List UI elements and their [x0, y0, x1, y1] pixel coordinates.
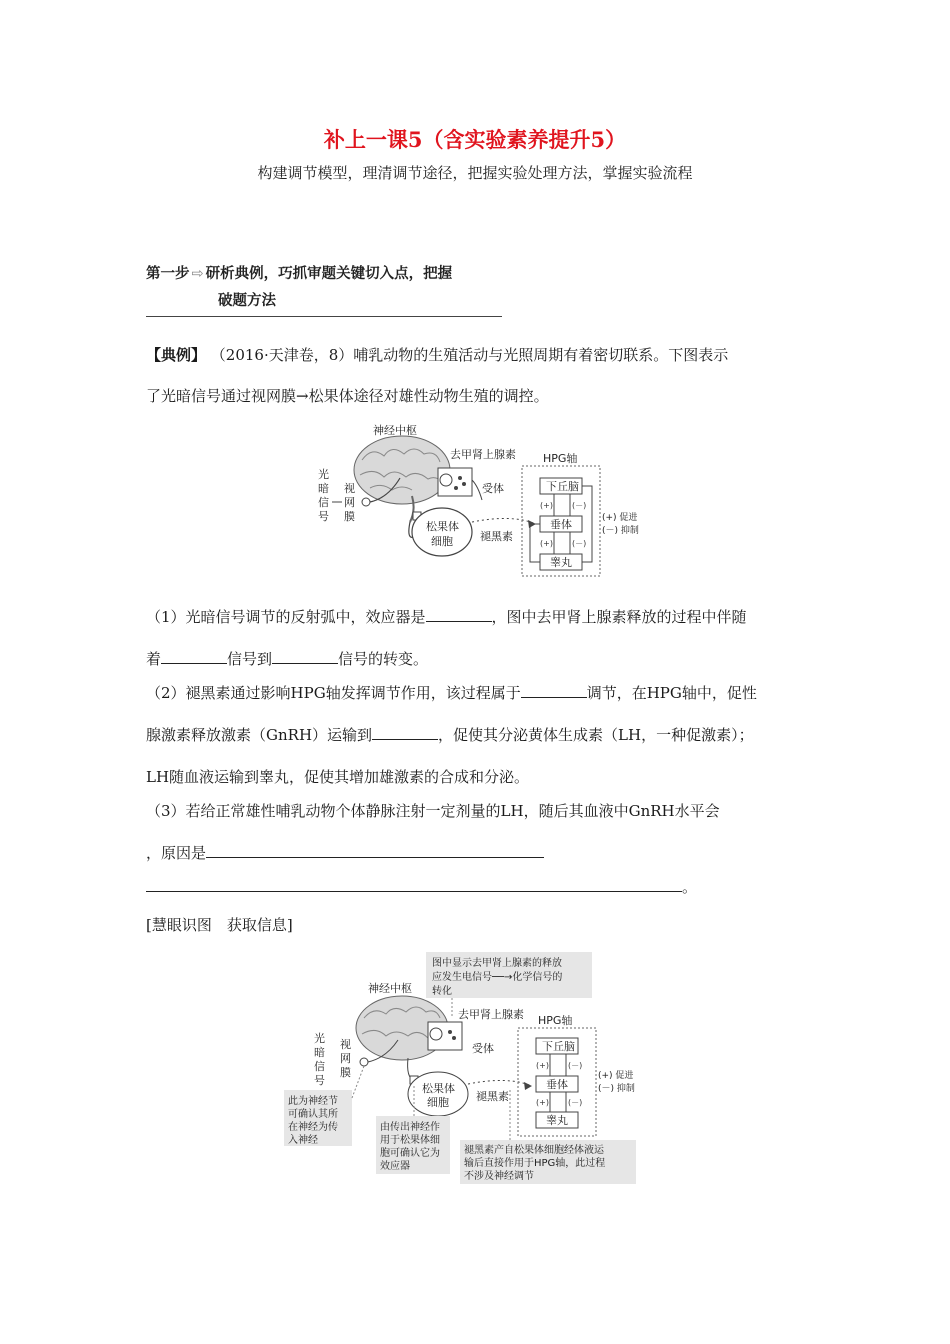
signal-label-4: 号 — [318, 510, 329, 523]
synapse-zoom-box — [438, 468, 472, 496]
signal-label-1: 光 — [318, 468, 329, 481]
hpg-axis-label: HPG轴 — [543, 452, 578, 465]
question-3-line-1: （3）若给正常雄性哺乳动物个体静脉注射一定剂量的LH，随后其血液中GnRH水平会 — [146, 802, 720, 820]
signal-label-2: 暗 — [318, 482, 329, 495]
q2-text-c: 腺激素释放激素（GnRH）运输到 — [146, 726, 373, 744]
annotated-plus-2: (+) — [536, 1098, 549, 1107]
step-divider — [146, 316, 502, 317]
organ-label-1: 下丘脑 — [546, 480, 579, 493]
q1-blank-2[interactable] — [161, 648, 227, 664]
annotation-left-1: 此为神经节 — [288, 1096, 338, 1107]
ganglion-icon — [362, 498, 370, 506]
annotated-hpg-label: HPG轴 — [538, 1014, 573, 1027]
annotation-left-2: 可确认其所 — [288, 1109, 338, 1120]
melatonin-path — [472, 518, 536, 524]
annotated-organ-1: 下丘脑 — [542, 1040, 575, 1053]
hollow-arrow-icon: ⇨ — [191, 266, 204, 282]
q2-text-d: ，促使其分泌黄体生成素（LH，一种促激素）； — [438, 726, 754, 744]
retina-label-3: 膜 — [344, 510, 355, 523]
q3-text-b: ，原因是 — [146, 844, 207, 862]
annotation-middle-4: 效应器 — [380, 1161, 410, 1172]
q1-blank-1[interactable] — [426, 606, 492, 622]
insight-heading: [慧眼识图 获取信息] — [146, 916, 293, 934]
receptor-label: 受体 — [482, 482, 504, 495]
organ-label-3: 睾丸 — [550, 556, 572, 569]
question-1-line-2 — [146, 648, 806, 670]
q3-text-c: 。 — [682, 878, 698, 896]
question-2-line-2 — [146, 724, 806, 746]
annotated-brain-label: 神经中枢 — [368, 982, 412, 995]
annotation-top-1: 图中显示去甲肾上腺素的释放 — [432, 958, 562, 969]
pineal-label-1: 松果体 — [426, 520, 459, 533]
hormone-label: 去甲肾上腺素 — [450, 448, 516, 461]
q2-blank-2[interactable] — [372, 724, 438, 740]
melatonin-label: 褪黑素 — [480, 530, 513, 543]
page-subtitle: 构建调节模型，理清调节途径，把握实验处理方法，掌握实验流程 — [257, 164, 693, 182]
brain-label: 神经中枢 — [373, 424, 417, 437]
annotation-right-2: 输后直接作用于HPG轴，此过程 — [464, 1158, 606, 1169]
annotated-pineal-2: 细胞 — [427, 1096, 449, 1109]
annotated-retina-1: 视 — [340, 1038, 351, 1051]
organ-label-2: 垂体 — [550, 518, 572, 531]
step-text-1: 研析典例，巧抓审题关键切入点，把握 — [205, 266, 453, 282]
q1-text-b: ，图中去甲肾上腺素释放的过程中伴随 — [491, 608, 747, 626]
question-2-line-3: LH随血液运输到睾丸，促使其增加雄激素的合成和分泌。 — [146, 768, 530, 786]
annotated-minus-1: (－) — [568, 1061, 583, 1070]
plus-1: (+) — [540, 501, 553, 510]
question-1-line-1 — [146, 606, 806, 628]
signal-label-3: 信 — [318, 496, 329, 509]
annotated-diagram — [280, 948, 650, 1188]
annotation-top-2: 应发生电信号──→化学信号的 — [432, 972, 563, 983]
annotated-legend-2: (－) 抑制 — [598, 1084, 635, 1094]
example-line-1 — [146, 344, 806, 366]
q2-blank-1[interactable] — [521, 682, 587, 698]
annotated-organ-3: 睾丸 — [546, 1114, 568, 1127]
annotated-minus-2: (－) — [568, 1098, 583, 1107]
q1-text-a: （1）光暗信号调节的反射弧中，效应器是 — [146, 608, 426, 626]
q3-blank-2[interactable] — [146, 876, 682, 892]
annotation-left-3: 在神经为传 — [288, 1122, 338, 1133]
legend-inhibit: (－) 抑制 — [602, 526, 639, 536]
example-text-1: 哺乳动物的生殖活动与光照周期有着密切联系。下图表示 — [353, 346, 729, 364]
annotation-left-4: 入神经 — [288, 1135, 318, 1146]
q1-text-e: 信号的转变。 — [338, 650, 429, 668]
annotated-pineal-1: 松果体 — [422, 1082, 455, 1095]
annotated-plus-1: (+) — [536, 1061, 549, 1070]
annotated-signal-4: 号 — [314, 1074, 325, 1087]
annotated-retina-3: 膜 — [340, 1066, 351, 1079]
annotated-hormone-label: 去甲肾上腺素 — [458, 1008, 524, 1021]
annotated-signal-3: 信 — [314, 1060, 325, 1073]
annotation-top-3: 转化 — [432, 986, 452, 997]
legend-promote: (+) 促进 — [602, 513, 638, 523]
step-label: 第一步 — [146, 266, 190, 282]
retina-label-2: 网 — [344, 496, 355, 509]
annotated-retina-2: 网 — [340, 1052, 351, 1065]
example-tag: 【典例】 — [146, 346, 207, 364]
annotated-melatonin-label: 褪黑素 — [476, 1090, 509, 1103]
annotated-receptor-label: 受体 — [472, 1042, 494, 1055]
annotated-ganglion-icon — [360, 1058, 368, 1066]
annotated-signal-2: 暗 — [314, 1046, 325, 1059]
step-text-2: 破题方法 — [218, 293, 276, 309]
question-3-line-2 — [146, 842, 806, 864]
annotation-middle-2: 用于松果体细 — [380, 1135, 440, 1146]
minus-2: (－) — [572, 539, 587, 548]
question-3-line-3 — [146, 876, 806, 898]
retina-label-1: 视 — [344, 482, 355, 495]
annotation-middle-1: 由传出神经作 — [380, 1122, 440, 1133]
annotated-synapse-box — [428, 1022, 462, 1050]
step-heading — [146, 262, 502, 317]
question-2-line-1 — [146, 682, 806, 704]
q1-text-d: 信号到 — [227, 650, 273, 668]
page-title: 补上一课5（含实验素养提升5） — [323, 127, 627, 152]
q2-text-b: 调节，在HPG轴中，促性 — [586, 684, 757, 702]
minus-1: (－) — [572, 501, 587, 510]
annotated-signal-1: 光 — [314, 1032, 325, 1045]
example-line-2: 了光暗信号通过视网膜→松果体途径对雄性动物生殖的调控。 — [146, 387, 549, 405]
pineal-label-2: 细胞 — [431, 535, 453, 548]
annotation-middle-3: 胞可确认它为 — [380, 1148, 440, 1159]
regulation-diagram — [300, 420, 639, 580]
q1-text-c: 着 — [146, 650, 162, 668]
annotated-organ-2: 垂体 — [546, 1078, 568, 1091]
plus-2: (+) — [540, 539, 553, 548]
step-line-1 — [146, 262, 502, 283]
annotated-legend-1: (+) 促进 — [598, 1071, 634, 1081]
example-source: （2016·天津卷，8） — [210, 346, 354, 364]
annotation-right-3: 不涉及神经调节 — [464, 1171, 534, 1182]
q3-blank-1[interactable] — [206, 842, 544, 858]
q1-blank-3[interactable] — [272, 648, 338, 664]
annotation-right-1: 褪黑素产自松果体细胞经体液运 — [464, 1145, 604, 1156]
q2-text-a: （2）褪黑素通过影响HPG轴发挥调节作用，该过程属于 — [146, 684, 521, 702]
